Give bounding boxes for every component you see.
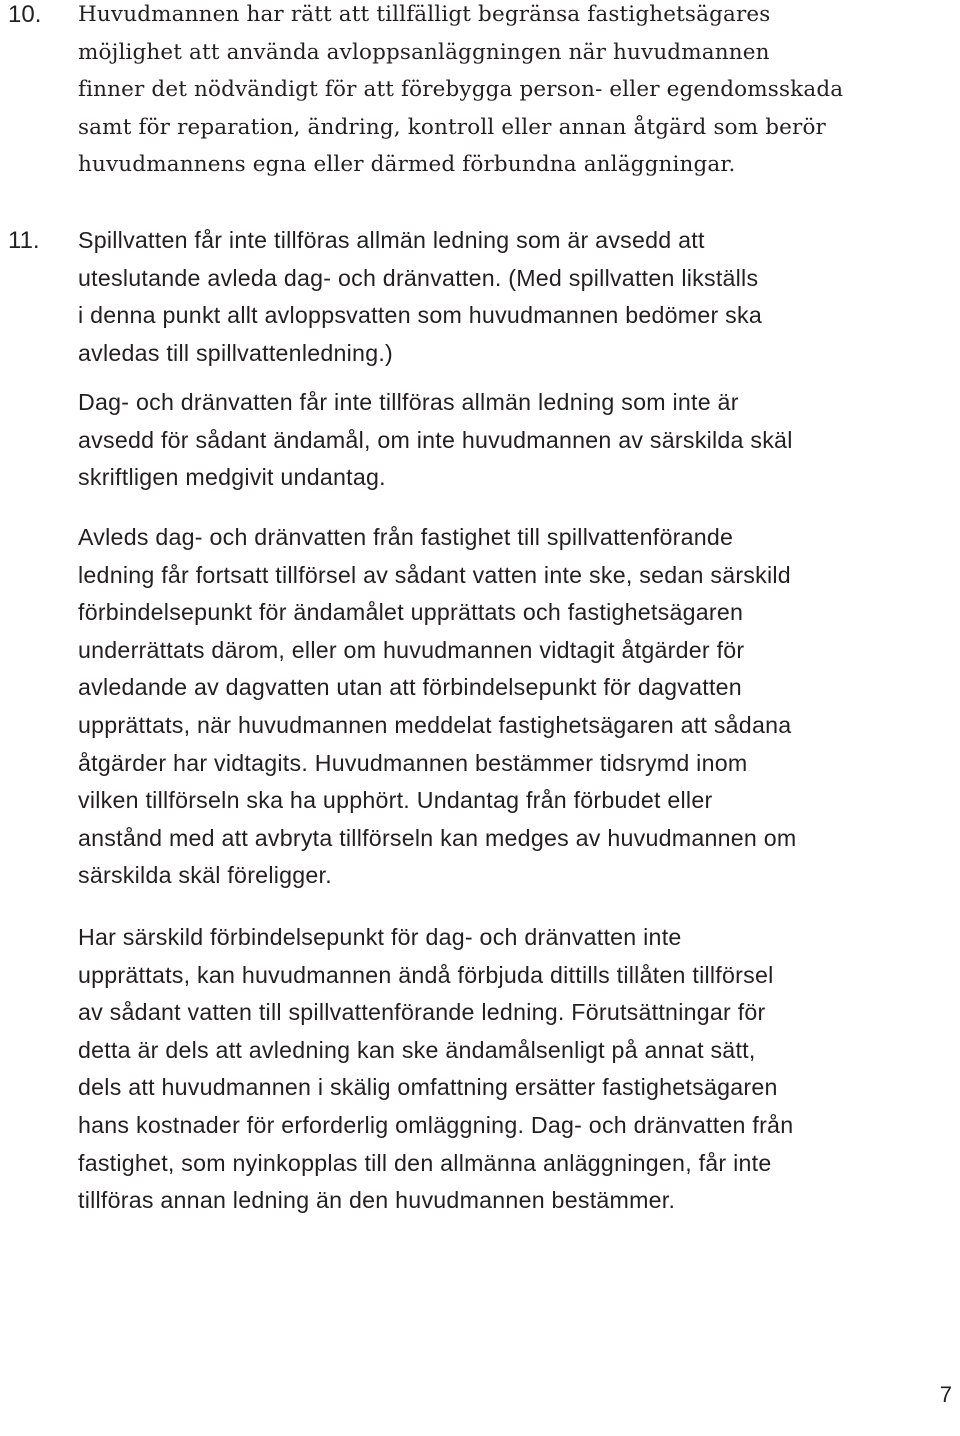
text-line: upprättats, när huvudmannen meddelat fastighetsägaren att sådana bbox=[78, 711, 792, 738]
text-line: upprättats, kan huvudmannen ändå förbjuda dittills tillåten tillförsel bbox=[78, 961, 774, 988]
text-line: i denna punkt allt avloppsvatten som huvudmannen bedömer ska bbox=[78, 302, 762, 329]
text-line: huvudmannens egna eller därmed förbundna anläggningar. bbox=[78, 152, 736, 178]
text-line: skriftligen medgivit undantag. bbox=[78, 464, 386, 491]
text-line: underrättats därom, eller om huvudmannen vidtagit åtgärder för bbox=[78, 636, 745, 663]
page-number: 7 bbox=[939, 1382, 952, 1407]
text-line: anstånd med att avbryta tillförseln kan medges av huvudmannen om bbox=[78, 824, 797, 851]
paragraph bbox=[78, 384, 940, 497]
item-10-text bbox=[78, 0, 940, 184]
item-number: 11. bbox=[8, 227, 40, 254]
paragraph bbox=[78, 519, 940, 895]
item-11-paragraph-4 bbox=[78, 919, 940, 1220]
text-line: Spillvatten får inte tillföras allmän ledning som är avsedd att bbox=[78, 227, 705, 253]
text-line: finner det nödvändigt för att förebygga person- eller egendomsskada bbox=[78, 77, 844, 103]
text-line: möjlighet att använda avloppsanläggningen när huvudmannen bbox=[78, 39, 770, 65]
text-line: dels att huvudmannen i skälig omfattning ersätter fastighetsägaren bbox=[78, 1074, 778, 1101]
text-line: avledas till spillvattenledning.) bbox=[78, 339, 394, 366]
text-line: hans kostnader för erforderlig omläggning. Dag- och dränvatten från bbox=[78, 1111, 794, 1138]
text-line: åtgärder har vidtagits. Huvudmannen bestämmer tidsrymd inom bbox=[78, 749, 748, 776]
text-line: detta är dels att avledning kan ske ändamålsenligt på annat sätt, bbox=[78, 1036, 756, 1063]
text-line: samt för reparation, ändring, kontroll eller annan åtgärd som berör bbox=[78, 114, 826, 140]
text-line: särskilda skäl föreligger. bbox=[78, 862, 332, 889]
text-line: Huvudmannen har rätt att tillfälligt begränsa fastighetsägares bbox=[78, 2, 771, 27]
text-line: Avleds dag- och dränvatten från fastighet till spillvattenförande bbox=[78, 524, 734, 550]
paragraph bbox=[78, 919, 940, 1220]
item-11-paragraph-3 bbox=[78, 519, 940, 895]
text-line: uteslutande avleda dag- och dränvatten. (Med spillvatten likställs bbox=[78, 264, 759, 291]
text-line: avledande av dagvatten utan att förbindelsepunkt för dagvatten bbox=[78, 674, 742, 701]
paragraph bbox=[78, 0, 940, 184]
item-11-paragraph-2 bbox=[78, 384, 940, 497]
text-line: avsedd för sådant ändamål, om inte huvudmannen av särskilda skäl bbox=[78, 426, 793, 453]
paragraph bbox=[78, 222, 940, 372]
text-line: ledning får fortsatt tillförsel av sådant vatten inte ske, sedan särskild bbox=[78, 561, 791, 588]
item-number: 10. bbox=[8, 1, 42, 28]
text-line: av sådant vatten till spillvattenförande ledning. Förutsättningar för bbox=[78, 999, 766, 1026]
text-line: vilken tillförseln ska ha upphört. Undantag från förbudet eller bbox=[78, 787, 713, 814]
text-line: Dag- och dränvatten får inte tillföras allmän ledning som inte är bbox=[78, 389, 739, 415]
text-line: Har särskild förbindelsepunkt för dag- och dränvatten inte bbox=[78, 924, 682, 950]
text-line: förbindelsepunkt för ändamålet upprättats och fastighetsägaren bbox=[78, 599, 744, 626]
text-line: fastighet, som nyinkopplas till den allmänna anläggningen, får inte bbox=[78, 1149, 772, 1176]
item-11-paragraph-1 bbox=[78, 222, 940, 372]
text-line: tillföras annan ledning än den huvudmannen bestämmer. bbox=[78, 1187, 676, 1214]
